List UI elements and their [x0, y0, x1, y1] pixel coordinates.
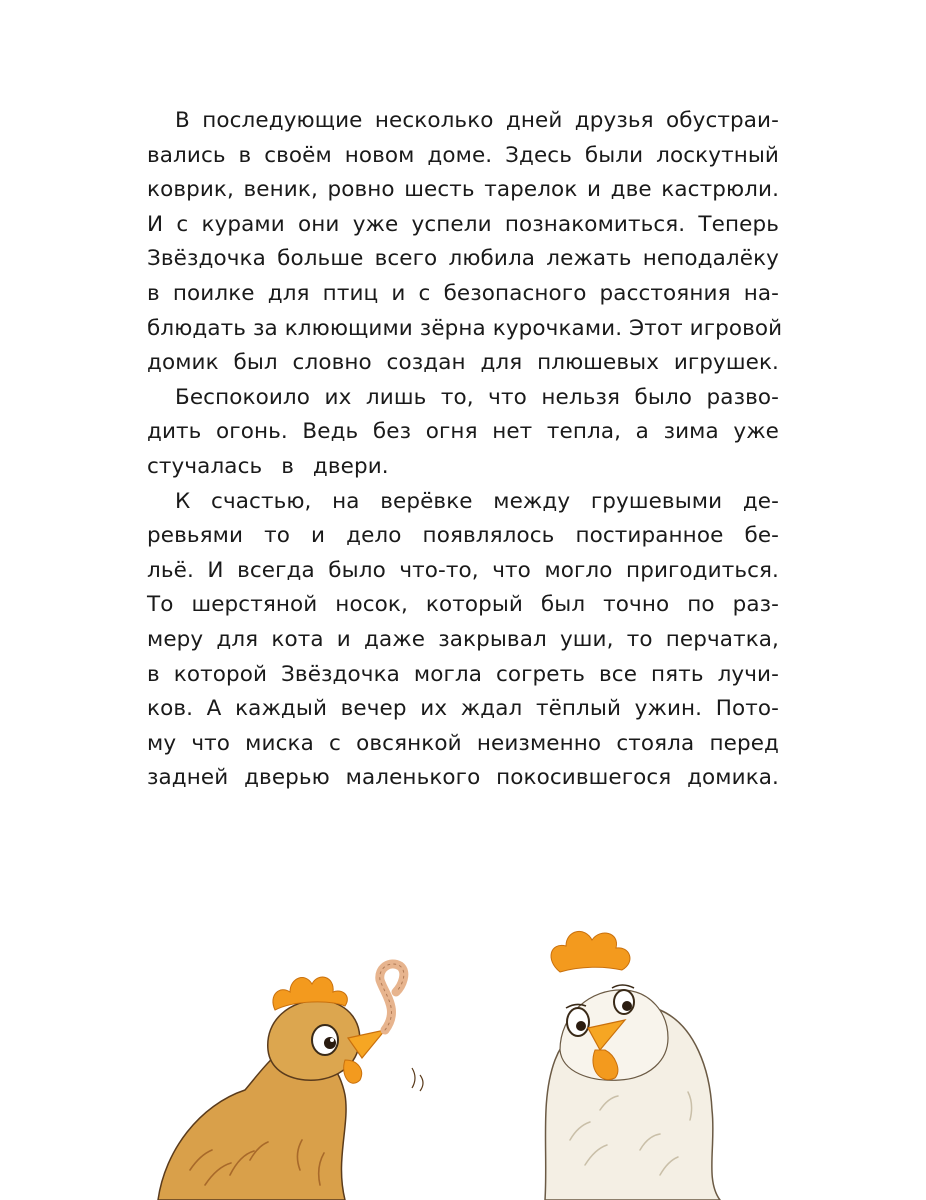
text-line: льё. И всегда было что-то, что могло пригодиться. — [147, 557, 779, 583]
text-line: в которой Звёздочка могла согреть все пять лучи- — [147, 661, 779, 687]
text-line: ков. А каждый вечер их ждал тёплый ужин. Пото- — [147, 696, 779, 722]
text-line: В последующие несколько дней друзья обустраи- — [175, 108, 779, 133]
text-line: домик был словно создан для плюшевых игрушек. — [147, 350, 779, 376]
text-line: К счастью, на верёвке между грушевыми де- — [175, 488, 779, 514]
text-line: стучалась в двери. — [147, 453, 389, 479]
worm-illustration — [380, 964, 404, 1030]
text-line: му что миска с овсянкой неизменно стояла перед — [147, 730, 779, 756]
story-text — [147, 104, 783, 796]
text-line: блюдать за клюющими зёрна курочками. Этот игровой — [147, 315, 783, 341]
hens-illustration — [0, 900, 926, 1200]
text-line: задней дверью маленького покосившегося домика. — [147, 765, 779, 791]
text-line: ревьями то и дело появлялось постиранное бе- — [147, 523, 779, 549]
brown-hen-illustration — [158, 964, 423, 1200]
white-hen-comb — [551, 931, 630, 972]
text-line: в поилке для птиц и с безопасного расстояния на- — [147, 280, 779, 306]
text-line: Беспокоило их лишь то, что нельзя было разво- — [175, 384, 779, 410]
text-line: Звёздочка больше всего любила лежать неподалёку — [147, 246, 779, 272]
text-line: И с курами они уже успели познакомиться. Теперь — [147, 211, 779, 237]
text-line: вались в своём новом доме. Здесь были лоскутный — [147, 142, 779, 168]
text-line: коврик, веник, ровно шесть тарелок и две кастрюли. — [147, 177, 779, 203]
text-line: меру для кота и даже закрывал уши, то перчатка, — [147, 626, 779, 652]
text-line: То шерстяной носок, который был точно по раз- — [147, 592, 779, 618]
white-hen-illustration — [545, 931, 720, 1200]
text-line: дить огонь. Ведь без огня нет тепла, а зима уже — [147, 419, 779, 445]
